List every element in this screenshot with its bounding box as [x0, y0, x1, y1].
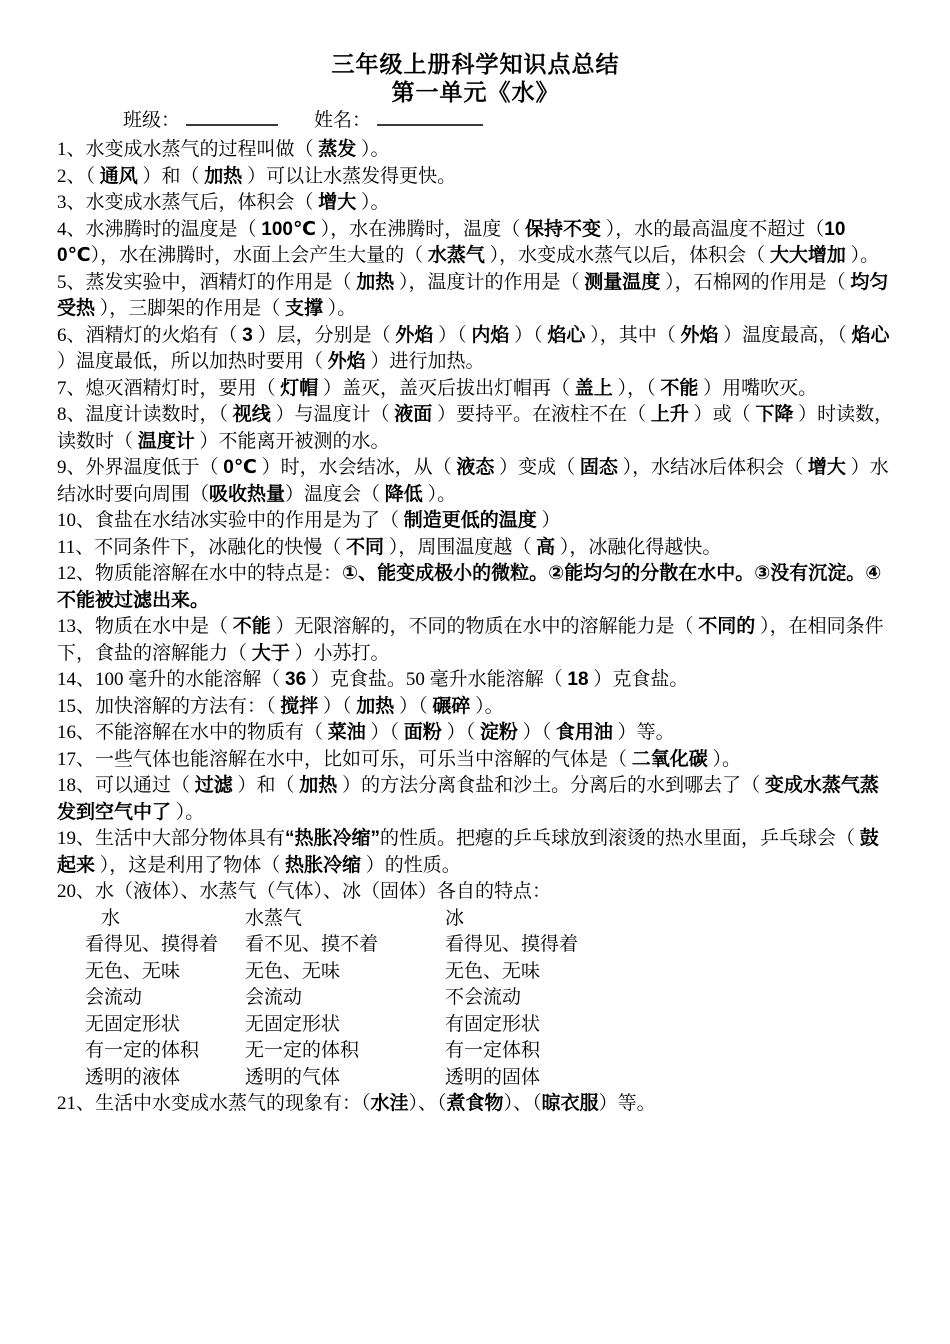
question-text: ）进行加热。: [365, 351, 485, 372]
list-item: [57, 217, 894, 270]
table-cell: 无固定形状: [245, 1013, 341, 1035]
answer-text: ①、能变成极小的微粒。②能均匀的分散在水中。③没有沉淀。④不能被过滤出来。: [57, 563, 882, 611]
list-item: [57, 535, 894, 562]
answer-text: 盖上: [574, 377, 613, 399]
question-text: 的性质。把瘪的乒乓球放到滚烫的热水里面，乒乓球会（: [380, 828, 860, 849]
answer-text: 菜油: [327, 722, 366, 743]
question-text: ）。: [470, 695, 504, 717]
question-text: 3、水变成水蒸气后，体积会（: [57, 192, 319, 213]
answer-text: 液态: [456, 457, 495, 478]
question-text: ）（: [441, 722, 480, 743]
question-text: 17、一些气体也能溶解在水中，比如可乐，可乐当中溶解的气体是（: [57, 748, 632, 770]
question-text: ）（: [394, 695, 433, 717]
question-text: ）温度会（: [285, 483, 385, 505]
question-text: 1、水变成水蒸气的过程叫做（: [57, 139, 319, 160]
table-cell: 会流动: [245, 987, 303, 1008]
answer-text: 下降: [755, 404, 794, 425]
answer-text: 淀粉: [479, 722, 518, 743]
list-item: [57, 879, 894, 906]
list-item: [57, 667, 894, 694]
question-text: ）不能离开被测的水。: [194, 430, 390, 452]
question-text: ）和（: [137, 165, 205, 187]
answer-text: 蒸发: [318, 139, 357, 160]
question-text: ）时读数，读数时（: [57, 404, 894, 452]
list-item: [57, 694, 894, 721]
answer-text: 视线: [232, 404, 271, 425]
table-cell: 无一定的体积: [245, 1040, 360, 1061]
list-item: [57, 826, 894, 879]
table-cell: 水蒸气: [245, 907, 303, 929]
question-text: ）变成（: [494, 457, 580, 478]
table-cell: 看得见、摸得着: [445, 934, 579, 955]
table-cell: 无色、无味: [445, 960, 541, 982]
answer-text: “热胀冷缩”: [285, 828, 381, 849]
question-text: ）盖灭，盖灭后拔出灯帽再（: [318, 377, 575, 399]
answer-text: 加热: [356, 695, 395, 717]
list-item: [57, 376, 894, 403]
list-item: [57, 455, 894, 508]
question-text: ）克食盐。50 毫升水能溶解（: [306, 669, 568, 690]
answer-text: 增大: [807, 457, 846, 478]
question-text: ），水在沸腾时，温度（: [315, 218, 525, 240]
list-item: [57, 747, 894, 774]
list-item: [57, 270, 894, 323]
table-row: [57, 985, 894, 1012]
list-item: [57, 614, 894, 667]
items-container: [57, 137, 894, 1118]
question-text: 14、100 毫升的水能溶解（: [57, 669, 286, 690]
answer-text: 液面: [394, 404, 433, 425]
table-row: [57, 932, 894, 959]
list-item: [57, 190, 894, 217]
answer-text: 保持不变: [525, 218, 602, 240]
table-cell: 无色、无味: [85, 960, 181, 982]
answer-text: 通风: [99, 165, 138, 187]
question-text: ），冰融化得越快。: [555, 536, 722, 558]
question-text: ），水的最高温度不超过（: [601, 218, 825, 240]
answer-text: 焰心: [851, 324, 890, 346]
question-text: ）。: [422, 483, 457, 505]
answer-text: 不能: [660, 377, 699, 399]
table-cell: 有一定体积: [445, 1040, 541, 1061]
answer-text: 固态: [579, 457, 618, 478]
answer-text: 鼓起来: [57, 828, 879, 876]
list-item: [57, 773, 894, 826]
question-text: 18、可以通过（: [57, 775, 195, 796]
question-text: ），水变成水蒸气以后，体积会（: [484, 245, 770, 266]
table-cell: 无固定形状: [85, 1013, 181, 1035]
answer-text: 碾碎: [432, 695, 471, 717]
class-label: 班级：: [123, 110, 181, 131]
question-text: ）温度最低，所以加热时要用（: [57, 351, 328, 372]
list-item: [57, 164, 894, 191]
table-cell: 不会流动: [445, 987, 522, 1008]
list-item: [57, 1091, 894, 1118]
answer-text: 高: [536, 536, 556, 558]
question-text: ）小苏打。: [289, 642, 390, 664]
answer-text: 面粉: [403, 722, 442, 743]
question-text: 8、温度计读数时，（: [57, 404, 233, 425]
question-text: ）。: [356, 139, 390, 160]
answer-text: 测量温度: [584, 271, 661, 293]
answer-text: 大大增加: [769, 245, 846, 266]
list-item: [57, 137, 894, 164]
unit-title: 第一单元《水》: [391, 79, 560, 105]
question-text: ）和（: [232, 775, 300, 796]
answer-text: 均匀受热: [57, 271, 889, 319]
table-cell: 透明的固体: [445, 1066, 541, 1088]
answer-text: 不能: [232, 616, 271, 637]
question-text: ）温度最高，（: [718, 324, 852, 346]
answer-text: 二氧化碳: [631, 748, 708, 770]
answer-text: 3: [242, 324, 253, 346]
name-blank-line: [377, 111, 483, 126]
question-text: ），周围温度越（: [384, 536, 537, 558]
question-text: ）等。: [612, 722, 675, 743]
answer-text: 支撑: [285, 298, 324, 319]
answer-text: 灯帽: [280, 377, 319, 399]
question-text: 2、（: [57, 165, 100, 187]
answer-text: 100℃: [57, 218, 846, 266]
list-item: [57, 402, 894, 455]
question-text: 15、加快溶解的方法有：（: [57, 695, 281, 717]
answer-text: 外焰: [680, 324, 719, 346]
answer-text: 变成水蒸气蒸发到空气中了: [57, 775, 879, 823]
name-label: 姓名：: [314, 110, 372, 131]
answer-text: 过滤: [194, 775, 233, 796]
question-text: ）与温度计（: [270, 404, 395, 425]
question-text: ）（: [433, 324, 472, 346]
answer-text: 18: [567, 669, 589, 690]
student-info-line: [57, 108, 894, 134]
answer-text: 增大: [318, 192, 357, 213]
answer-text: 大于: [251, 642, 290, 664]
question-text: ）。: [171, 801, 205, 823]
question-text: 10、食盐在水结冰实验中的作用是为了（: [57, 510, 404, 531]
list-item: [57, 561, 894, 614]
table-cell: 看不见、摸不着: [245, 934, 379, 955]
question-text: ）可以让水蒸发得更快。: [242, 165, 457, 187]
answer-text: 加热: [299, 775, 338, 796]
answer-text: 外焰: [327, 351, 366, 372]
question-text: 16、不能溶解在水中的物质有（: [57, 722, 328, 743]
question-text: ）要持平。在液柱不在（: [432, 404, 651, 425]
answer-text: 100℃: [261, 218, 316, 240]
answer-text: 外焰: [395, 324, 434, 346]
answer-text: 水蒸气: [427, 245, 485, 266]
list-item: [57, 508, 894, 535]
question-text: ）（: [509, 324, 548, 346]
table-cell: 有一定的体积: [85, 1040, 200, 1061]
question-text: ），这是利用了物体（: [95, 854, 286, 876]
question-text: ），石棉网的作用是（: [660, 271, 851, 293]
question-text: ）时，水会结冰，从（: [256, 457, 457, 478]
table-header-row: [57, 906, 894, 933]
question-text: ）克食盐。: [588, 669, 689, 690]
question-text: ），水在沸腾时，水面上会产生大量的（: [90, 245, 428, 266]
table-cell: 水: [101, 907, 121, 929]
answer-text: 加热: [204, 165, 243, 187]
answer-text: 降低: [384, 483, 423, 505]
question-text: ）无限溶解的，不同的物质在水中的溶解能力是（: [270, 616, 699, 637]
answer-text: 不同: [346, 536, 385, 558]
states-comparison-table: [57, 906, 894, 1092]
question-text: ），其中（: [585, 324, 681, 346]
question-text: ）。: [845, 245, 880, 266]
question-text: ），（: [612, 377, 661, 399]
table-row: [57, 959, 894, 986]
table-cell: 透明的液体: [85, 1066, 181, 1088]
answer-text: 内焰: [471, 324, 510, 346]
answer-text: 水洼: [370, 1093, 409, 1114]
question-text: ）层，分别是（: [252, 324, 396, 346]
question-text: ）的方法分离食盐和沙土。分离后的水到哪去了（: [337, 775, 765, 796]
question-text: 4、水沸腾时的温度是（: [57, 218, 262, 240]
question-text: 12、物质能溶解在水中的特点是：: [57, 563, 343, 584]
question-text: ）（: [517, 722, 556, 743]
answer-text: 0℃: [223, 457, 257, 478]
question-text: ）水结冰时要向周围（: [57, 457, 889, 505]
question-text: ）（: [318, 695, 357, 717]
question-text: 9、外界温度低于（: [57, 457, 224, 478]
table-cell: 无色、无味: [245, 960, 341, 982]
list-item: [57, 720, 894, 747]
answer-text: 焰心: [547, 324, 586, 346]
answer-text: 加热: [356, 271, 395, 293]
answer-text: 搅拌: [280, 695, 319, 717]
table-row: [57, 1012, 894, 1039]
list-item: [57, 323, 894, 376]
question-text: ）（: [365, 722, 404, 743]
question-text: ）或（: [688, 404, 756, 425]
answer-text: 上升: [650, 404, 689, 425]
question-text: ）、（: [503, 1093, 542, 1114]
question-text: 11、不同条件下，冰融化的快慢（: [57, 536, 347, 558]
question-text: ），温度计的作用是（: [394, 271, 585, 293]
question-text: 5、蒸发实验中，酒精灯的作用是（: [57, 271, 357, 293]
question-text: ）用嘴吹灭。: [698, 377, 818, 399]
question-text: 19、生活中大部分物体具有: [57, 828, 286, 849]
answer-text: 不同的: [698, 616, 756, 637]
question-text: 13、物质在水中是（: [57, 616, 233, 637]
question-text: 7、熄灭酒精灯时，要用（: [57, 377, 281, 399]
table-cell: 有固定形状: [445, 1013, 541, 1035]
question-text: ），在相同条件下，食盐的溶解能力（: [57, 616, 884, 664]
answer-text: 36: [285, 669, 307, 690]
question-text: 20、水（液体）、水蒸气（气体）、冰（固体）各自的特点：: [57, 881, 552, 902]
table-cell: 会流动: [85, 987, 143, 1008]
document-title: 三年级上册科学知识点总结: [331, 51, 620, 77]
answer-text: 晾衣服: [541, 1093, 599, 1114]
question-text: ）、（: [408, 1093, 447, 1114]
answer-text: 吸收热量: [209, 483, 286, 505]
table-row: [57, 1038, 894, 1065]
table-row: [57, 1065, 894, 1092]
table-cell: 冰: [445, 907, 465, 929]
question-text: 6、酒精灯的火焰有（: [57, 324, 243, 346]
answer-text: 热胀冷缩: [285, 854, 362, 876]
question-text: ）。: [707, 748, 742, 770]
answer-text: 食用油: [555, 722, 613, 743]
question-text: ），水结冰后体积会（: [617, 457, 808, 478]
question-text: ）。: [356, 192, 390, 213]
question-text: 21、生活中水变成水蒸气的现象有：（: [57, 1093, 371, 1114]
table-cell: 看得见、摸得着: [85, 934, 219, 955]
question-text: ），三脚架的作用是（: [95, 298, 286, 319]
class-blank-line: [186, 111, 278, 126]
answer-text: 温度计: [137, 430, 195, 452]
question-text: ）: [536, 510, 561, 531]
answer-text: 制造更低的温度: [403, 510, 537, 531]
question-text: ）。: [323, 298, 357, 319]
question-text: ）的性质。: [361, 854, 461, 876]
table-cell: 透明的气体: [245, 1066, 341, 1088]
answer-text: 煮食物: [446, 1093, 504, 1114]
question-text: ）等。: [598, 1093, 656, 1114]
